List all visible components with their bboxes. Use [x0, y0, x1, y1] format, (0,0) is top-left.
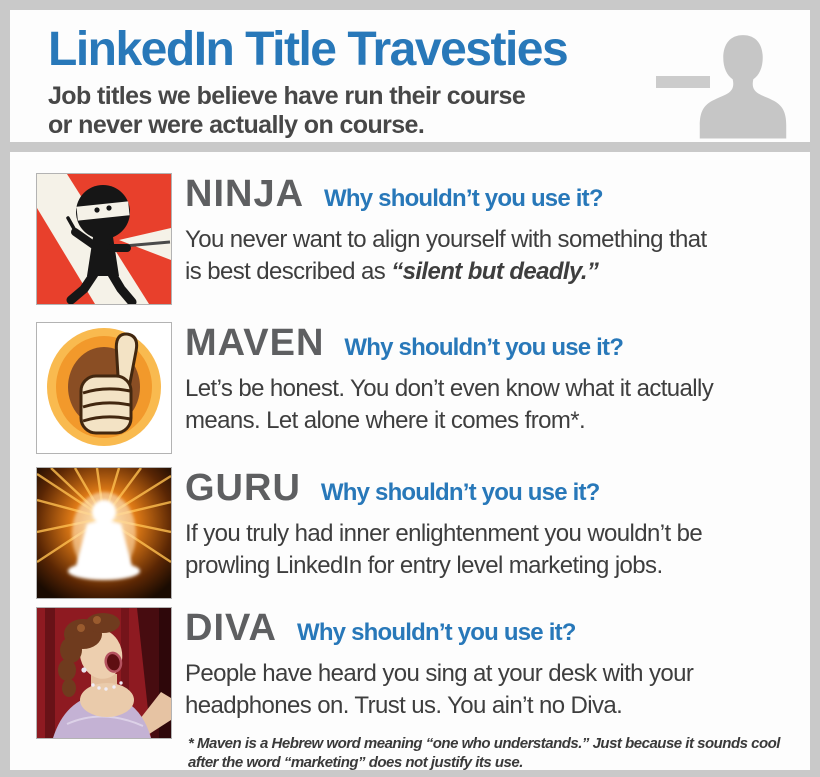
body-line-1: People have heard you sing at your desk with your	[185, 660, 694, 687]
content-panel	[10, 152, 810, 770]
entry-question: Why shouldn’t you use it?	[320, 479, 600, 506]
entry-guru-body	[185, 518, 795, 582]
entry-guru	[36, 467, 796, 607]
entry-ninja-text	[185, 173, 795, 288]
body-line-1: You never want to align yourself with something that	[185, 226, 707, 253]
entry-maven-heading	[185, 322, 795, 368]
entry-ninja-heading	[185, 173, 795, 219]
entry-diva-heading	[185, 607, 795, 653]
entry-guru-text	[185, 467, 795, 582]
footnote-line-1: * Maven is a Hebrew word meaning “one who understands.” Just because it sounds cool	[188, 735, 780, 752]
body-line-2-text: headphones on. Trust us. You ain’t no Diva.	[185, 692, 623, 719]
entry-maven-body	[185, 373, 795, 437]
maven-footnote	[188, 734, 780, 772]
body-line-1: Let’s be honest. You don’t even know what it actually	[185, 375, 714, 402]
subtitle-line-1: Job titles we believe have run their course	[48, 82, 526, 110]
entry-question: Why shouldn’t you use it?	[344, 334, 624, 361]
body-line-2-emphasis: “silent but deadly.”	[391, 258, 599, 285]
entry-diva	[36, 607, 796, 747]
entry-maven-text	[185, 322, 795, 437]
body-line-2	[185, 405, 795, 437]
ninja-icon	[37, 174, 171, 304]
body-line-2-text: prowling LinkedIn for entry level marketing jobs.	[185, 552, 663, 579]
entry-diva-body	[185, 658, 795, 722]
guru-icon	[37, 468, 171, 598]
ninja-image-frame	[36, 173, 172, 305]
entry-ninja-body	[185, 224, 795, 288]
entry-ninja	[36, 173, 796, 313]
body-line-2	[185, 550, 795, 582]
entry-title: DIVA	[185, 607, 277, 649]
guru-image-frame	[36, 467, 172, 599]
thumbs-up-icon	[37, 323, 171, 453]
entry-diva-text	[185, 607, 795, 722]
diva-photo	[37, 608, 171, 738]
page-subtitle	[48, 82, 525, 140]
entry-guru-heading	[185, 467, 795, 513]
body-line-2	[185, 256, 795, 288]
footnote-line-2: after the word “marketing” does not justify its use.	[188, 754, 523, 771]
entry-title: MAVEN	[185, 322, 325, 364]
body-line-2-text: means. Let alone where it comes from*.	[185, 407, 586, 434]
maven-image-frame	[36, 322, 172, 454]
person-avatar-icon	[696, 26, 790, 142]
body-line-2	[185, 690, 795, 722]
diva-image-frame	[36, 607, 172, 739]
entry-maven	[36, 322, 796, 462]
subtitle-line-2: or never were actually on course.	[48, 111, 425, 139]
body-line-2-text: is best described as	[185, 258, 392, 285]
header	[10, 10, 810, 142]
entry-question: Why shouldn’t you use it?	[324, 185, 603, 212]
entry-question: Why shouldn’t you use it?	[296, 619, 576, 646]
entry-title: GURU	[185, 467, 301, 509]
body-line-1: If you truly had inner enlightenment you wouldn’t be	[185, 520, 703, 547]
entry-title: NINJA	[185, 173, 305, 215]
page-title: LinkedIn Title Travesties	[48, 23, 568, 76]
